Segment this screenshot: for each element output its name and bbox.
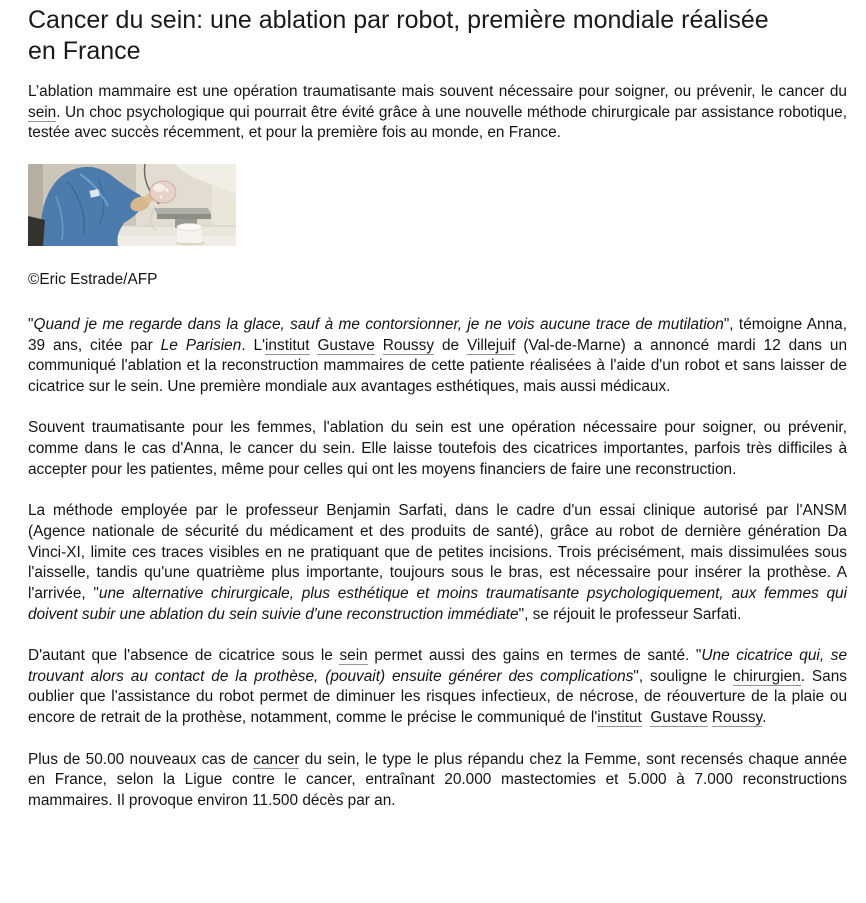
inline-link[interactable]: Gustave: [650, 709, 708, 727]
article-title: [28, 5, 847, 67]
text-run: [375, 337, 383, 354]
implant-sparkle-1: [166, 189, 169, 192]
text-run: ", se réjouit le professeur Sarfati.: [518, 605, 742, 623]
inline-link[interactable]: chirurgien: [733, 667, 801, 685]
paragraph-5: [28, 750, 847, 812]
text-run: Plus de 50.00 nouveaux cas de: [28, 750, 254, 768]
title-line-2: en France: [28, 37, 141, 65]
text-run: (Val-de-Marne) a annoncé mardi 12 dans un communiqué l'ablation et la reconstruction mammaires de cette patiente réalisées à l'aide d'un robot et sans laisser de cicatrice sur le sein. Une première mondiale aux avantages esthétiques, mais aussi médicaux.: [28, 336, 847, 395]
article-lead: [28, 82, 847, 144]
text-run: du sein, le type le plus répandu chez la Femme, sont recensés chaque année en France, selon la Ligue contre le cancer, entraînant 20.000 mastectomies et 5.000 à 7.000 reconstructions mammaires. Il provoque environ 11.500 décès par an.: [28, 750, 848, 809]
text-run: La méthode employée par le professeur Benjamin Sarfati, dans le cadre d'un essai clinique autorisé par l'ANSM (Agence nationale de sécurité du médicament et des produits de santé), grâce au robot de dernière génération Da Vinci-XI, limite ces traces visibles en ne pratiquant que de petites incisions. Trois précisément, mais dissimulées sous l'aisselle, tandis qu'une quatrième plus importante, toujours sous le bras, est nécessaire pour insérer la prothèse. A l'arrivée, ": [28, 502, 847, 602]
photo-credit: ©Eric Estrade/AFP: [28, 271, 158, 289]
text-run: ", témoigne Anna, 39 ans, citée par: [28, 315, 847, 354]
paragraph-2: [28, 418, 847, 480]
breast-implant: [150, 181, 176, 203]
text-run: Quand je me regarde dans la glace, sauf à me contorsionner, je ne vois aucune trace de mutilation: [33, 315, 724, 333]
paragraph-1: [28, 315, 847, 398]
text-run: ", souligne le: [633, 667, 734, 685]
title-line-1: Cancer du sein: une ablation par robot, première mondiale réalisée: [28, 6, 769, 34]
text-run: L’ablation mammaire est une opération traumatisante mais souvent nécessaire pour soigner, ou prévenir, le cancer du: [28, 83, 847, 100]
text-run: D'autant que l'absence de cicatrice sous le: [28, 647, 340, 665]
article-figure: [28, 164, 847, 246]
paragraph-4: [28, 646, 847, 729]
text-run: Le Parisien: [160, 336, 242, 354]
text-run: de: [434, 336, 467, 354]
inline-link[interactable]: Villejuif: [467, 336, 516, 354]
scale-platform: [154, 208, 211, 214]
inline-link[interactable]: institut: [265, 336, 310, 354]
text-run: . Un choc psychologique qui pourrait être évité grâce à une nouvelle méthode chirurgicale par assistance robotique, testée avec succès récemment, et pour la première fois au monde, en France.: [28, 103, 847, 142]
implant-sparkle-2: [160, 196, 162, 198]
inline-link[interactable]: sein: [339, 647, 368, 665]
text-run: Une cicatrice qui, se trouvant alors au contact de la prothèse, (pouvait) ensuite générer des complications: [28, 647, 847, 685]
text-run: permet aussi des gains en termes de santé. ": [367, 647, 702, 665]
paragraph-3: [28, 501, 847, 625]
scale-platform-front: [157, 214, 211, 219]
text-run: .: [762, 709, 767, 727]
text-run: ": [28, 315, 34, 333]
inline-link[interactable]: sein: [28, 103, 57, 121]
inline-link[interactable]: Roussy: [711, 709, 763, 727]
text-run: Souvent traumatisante pour les femmes, l'ablation du sein est une opération nécessaire pour soigner, ou prévenir, comme dans le cas d'Anna, le cancer du sein. Elle laisse toutefois des cicatrices importantes, parfois très difficiles à accepter pour les patientes, même pour celles qui ont les moyens financiers de faire une reconstruction.: [28, 419, 847, 478]
text-run: une alternative chirurgicale, plus esthétique et moins traumatisante psychologiquement, aux femmes qui doivent subir une ablation du sein suivie d'une reconstruction immédiate: [28, 584, 847, 623]
surgeon-photo: [28, 164, 236, 246]
cup-rim: [177, 224, 202, 231]
inline-link[interactable]: Gustave: [317, 336, 375, 354]
photo-wall-left: [28, 164, 43, 224]
implant-highlight: [153, 184, 165, 192]
inline-link[interactable]: Roussy: [382, 336, 435, 354]
text-run: . L': [241, 336, 266, 354]
chair-back: [28, 216, 45, 246]
text-run: . Sans oublier que l'assistance du robot permet de diminuer les risques infectieux, de nécrose, de réouverture de la plaie ou encore de retrait de la prothèse, notamment, comme le précise le communiqué de l': [28, 667, 847, 727]
inline-link[interactable]: cancer: [253, 750, 300, 768]
inline-link[interactable]: institut: [597, 709, 642, 727]
